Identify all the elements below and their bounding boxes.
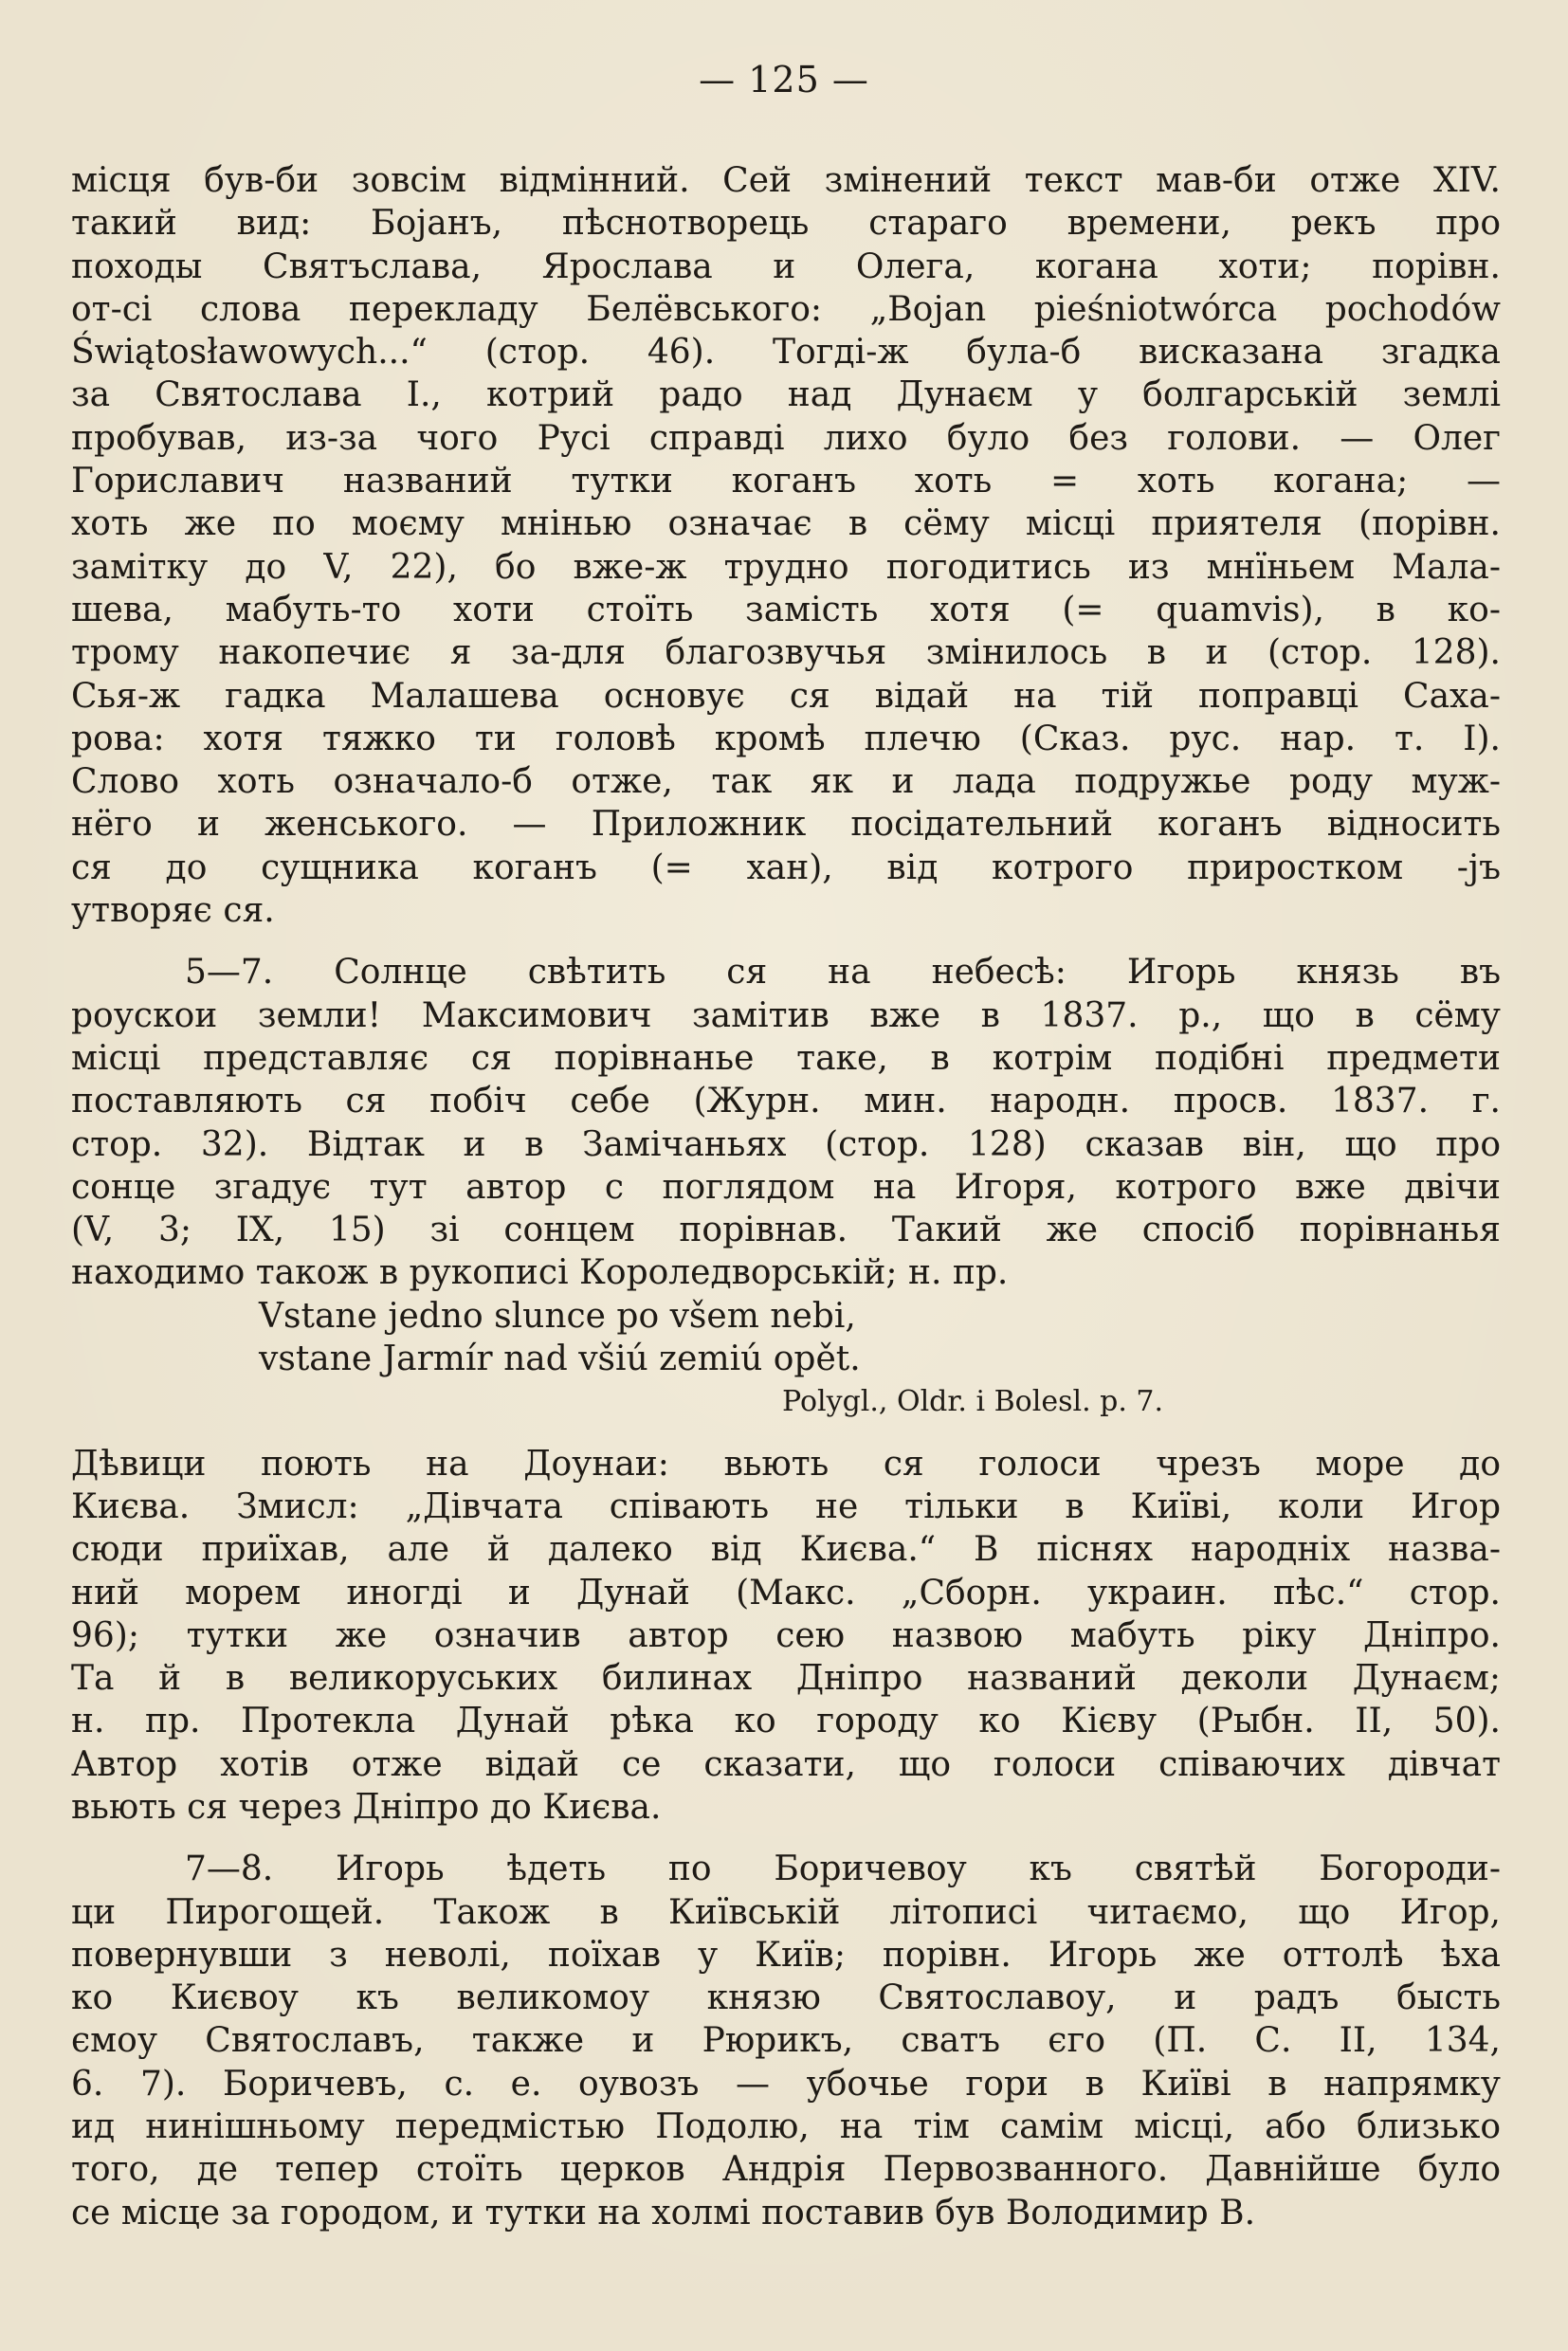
text-line: пробував, из-за чого Русі справді лихо було без голови. — Олег (71, 418, 1501, 458)
text-line: нёго и женського. — Приложник посідательний коганъ відносить (71, 805, 1501, 845)
verse-line: Vstane jedno slunce po všem nebi, (259, 1296, 856, 1336)
text-line: находимо також в рукописі Короледворській; н. пр. (71, 1253, 1009, 1293)
text-line: поставляють ся побіч себе (Журн. мин. народн. просв. 1837. г. (71, 1082, 1501, 1121)
text-line: Świątosławowych...“ (стор. 46). Тогді-ж була-б висказана згадка (71, 333, 1501, 373)
text-line: повернувши з неволі, поїхав у Київ; порівн. Игорь же оттолѣ ѣха (71, 1935, 1501, 1975)
text-line: шева, мабуть-то хоти стоїть замість хотя (= quamvis), в ко- (71, 590, 1501, 629)
text-line: ко Києвоу къ великомоу князю Святославоу, и радъ бысть (71, 1978, 1501, 2018)
text-line: походы Святъслава, Ярослава и Олега, когана хоти; порівн. (71, 246, 1501, 286)
verse-line: vstane Jarmír nad všiú zemiú opět. (259, 1340, 861, 1379)
text-line: трому накопечиє я за-для благозвучья змінилось в и (стор. 128). (71, 633, 1501, 673)
text-line: вьють ся через Дніпро до Києва. (71, 1787, 662, 1827)
text-line: ся до сущника коганъ (= хан), від котрого приростком -јъ (71, 847, 1501, 887)
text-line: Та й в великоруських билинах Дніпро названий деколи Дунаєм; (71, 1659, 1501, 1699)
text-line: сюди приїхав, але й далеко від Києва.“ В піснях народніх назва- (71, 1530, 1501, 1570)
text-line: Сья-ж гадка Малашева основує ся відай на тій поправці Саха- (71, 676, 1501, 716)
text-line: того, де тепер стоїть церков Андрія Первозванного. Давнійше було (71, 2150, 1501, 2190)
text-line: Дѣвици поють на Доунаи: вьють ся голоси чрезъ море до (71, 1444, 1501, 1484)
paragraph-gap (71, 932, 1501, 951)
text-line: Автор хотів отже відай се сказати, що голоси співаючих дівчат (71, 1744, 1501, 1784)
text-line: (V, 3; IX, 15) зі сонцем порівнав. Такий же спосіб порівнанья (71, 1211, 1501, 1250)
text-line: Києва. Змисл: „Дівчата співають не тільки в Київі, коли Игор (71, 1486, 1501, 1526)
paragraph-gap (71, 1424, 1501, 1443)
text-line: 7—8. Игорь ѣдеть по Боричевоу къ святѣй Богороди- (185, 1850, 1501, 1889)
text-line: ци Пирогощей. Також в Київській літописі читаємо, що Игор, (71, 1892, 1501, 1932)
text-line: се місце за городом, и тутки на холмі поставив був Володимир В. (71, 2193, 1256, 2233)
text-line: хоть же по моєму мнінью означає в сёму місці приятеля (порівн. (71, 504, 1501, 544)
text-line: замітку до V, 22), бо вже-ж трудно погодитись из мнїньем Мала- (71, 547, 1501, 587)
text-line: місці представляє ся порівнанье таке, в котрім подібні предмети (71, 1038, 1501, 1078)
text-line: 96); тутки же означив автор сею назвою мабуть ріку Дніпро. (71, 1615, 1501, 1655)
text-line: такий вид: Бојанъ, пѣснотворець стараго времени, рекъ про (71, 204, 1501, 244)
text-line: Слово хоть означало-б отже, так як и лада подружье роду муж- (71, 762, 1501, 802)
text-line: ний морем иногді и Дунай (Макс. „Сборн. украин. пѣс.“ стор. (71, 1573, 1501, 1613)
text-line: от-сі слова перекладу Белёвського: „Bojan pieśniotwórca pochodów (71, 289, 1501, 329)
text-line: Гориславич названий тутки коганъ хоть = хоть когана; — (71, 462, 1501, 501)
text-line: утворяє ся. (71, 891, 275, 931)
text-line: роускои земли! Максимович замітив вже в 1837. р., що в сёму (71, 995, 1501, 1035)
page-number: — 125 — (699, 59, 869, 100)
text-line: н. пр. Протекла Дунай рѣка ко городу ко Кієву (Рыбн. II, 50). (71, 1702, 1501, 1741)
paragraph-gap (71, 1829, 1501, 1848)
body-text (71, 159, 1501, 2234)
text-line: стор. 32). Відтак и в Замічаньях (стор. 128) сказав він, що про (71, 1124, 1501, 1164)
text-line: місця був-би зовсім відмінний. Сей змінений текст мав-би отже XIV. (71, 161, 1501, 200)
text-line: 6. 7). Боричевъ, с. е. оувозъ — убочье гори в Київі в напрямку (71, 2064, 1501, 2104)
verse-source: Polygl., Oldr. i Bolesl. p. 7. (782, 1385, 1164, 1419)
text-line: ємоу Святославъ, также и Рюрикъ, сватъ єго (П. С. II, 134, (71, 2021, 1501, 2061)
text-line: рова: хотя тяжко ти головѣ кромѣ плечю (Сказ. рус. нар. т. І). (71, 719, 1501, 758)
text-line: за Святослава І., котрий радо над Дунаєм у болгарській землі (71, 375, 1501, 415)
text-line: 5—7. Солнце свѣтить ся на небесѣ: Игорь князь въ (185, 953, 1501, 993)
text-line: ид нинішньому передмістью Подолю, на тім самім місці, або близько (71, 2107, 1501, 2147)
text-line: сонце згадує тут автор с поглядом на Игоря, котрого вже двічи (71, 1167, 1501, 1207)
